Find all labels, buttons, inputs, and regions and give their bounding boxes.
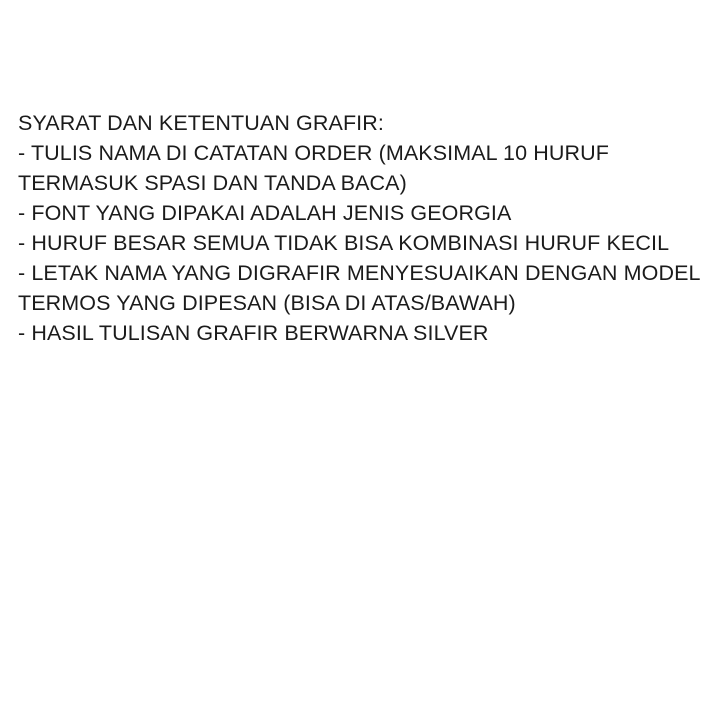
terms-item-5: - HASIL TULISAN GRAFIR BERWARNA SILVER [18, 321, 489, 345]
terms-item-3: - HURUF BESAR SEMUA TIDAK BISA KOMBINASI HURUF KECIL [18, 231, 670, 255]
terms-heading: SYARAT DAN KETENTUAN GRAFIR: [18, 111, 384, 135]
terms-item-1: - TULIS NAMA DI CATATAN ORDER (MAKSIMAL 10 HURUF TERMASUK SPASI DAN TANDA BACA) [18, 141, 615, 195]
terms-item-2: - FONT YANG DIPAKAI ADALAH JENIS GEORGIA [18, 201, 512, 225]
terms-and-conditions-block [18, 108, 718, 348]
terms-item-4: - LETAK NAMA YANG DIGRAFIR MENYESUAIKAN DENGAN MODEL TERMOS YANG DIPESAN (BISA DI ATAS/BAWAH) [18, 261, 706, 315]
